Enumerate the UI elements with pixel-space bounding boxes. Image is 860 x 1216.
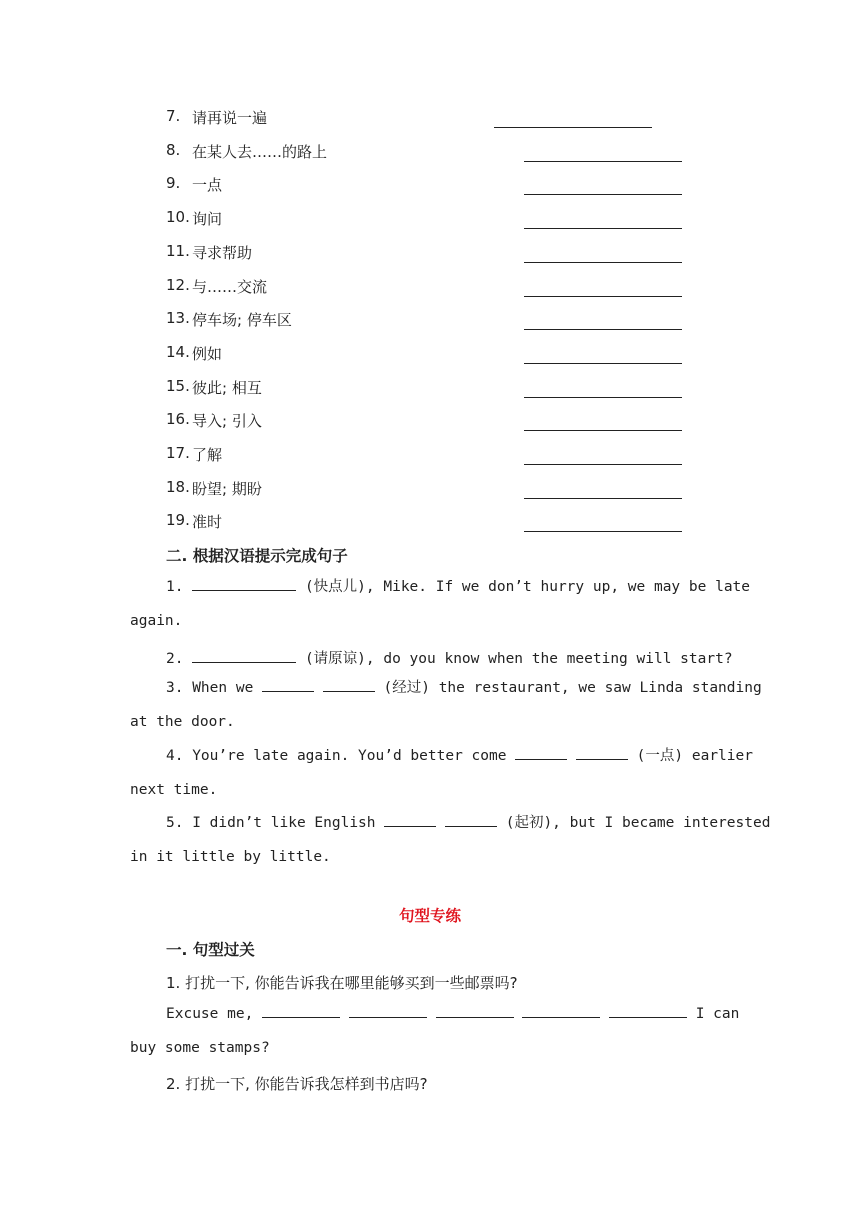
vocab-number: 9. [166, 174, 181, 192]
answer-blank[interactable] [494, 127, 652, 128]
sentence-3: 3. When we (经过) the restaurant, we saw Linda standing at the door. [130, 672, 730, 739]
vocab-number: 10. [166, 208, 190, 226]
sentence-4: 4. You’re late again. You’d better come (一点) earlier next time. [130, 740, 730, 807]
sentence-2: 2. (请原谅), do you know when the meeting will start? [166, 647, 733, 668]
vocab-text: 在某人去……的路上 [192, 143, 328, 161]
vocab-number: 12. [166, 276, 190, 294]
section-title: 句型专练 [398, 907, 461, 925]
answer-blank[interactable] [524, 397, 682, 398]
answer-blank[interactable] [524, 531, 682, 532]
answer-blank[interactable] [524, 363, 682, 364]
answer-blank[interactable] [522, 1003, 600, 1018]
vocab-text: 导入; 引入 [192, 412, 262, 430]
answer-blank[interactable] [524, 194, 682, 195]
answer-blank[interactable] [576, 745, 628, 760]
answer-blank[interactable] [262, 1003, 340, 1018]
answer-blank[interactable] [323, 677, 375, 692]
vocab-item [166, 107, 686, 131]
answer-blank[interactable] [192, 648, 296, 663]
answer-blank[interactable] [192, 576, 296, 591]
answer-blank[interactable] [515, 745, 567, 760]
answer-blank[interactable] [384, 812, 436, 827]
section-heading: 一. 句型过关 [166, 941, 255, 959]
vocab-item [166, 478, 686, 502]
section-heading: 二. 根据汉语提示完成句子 [166, 547, 348, 565]
vocab-number: 19. [166, 511, 190, 529]
vocab-item [166, 343, 686, 367]
vocab-text: 了解 [192, 446, 223, 464]
vocab-number: 18. [166, 478, 190, 496]
vocab-number: 16. [166, 410, 190, 428]
vocab-text: 寻求帮助 [192, 244, 253, 262]
question-2-chinese: 2. 打扰一下, 你能告诉我怎样到书店吗? [166, 1075, 428, 1093]
answer-blank[interactable] [524, 262, 682, 263]
vocab-text: 停车场; 停车区 [192, 311, 292, 329]
question-1-sentence: Excuse me, I can buy some stamps? [130, 998, 730, 1065]
vocab-number: 7. [166, 107, 181, 125]
vocab-number: 13. [166, 309, 190, 327]
answer-blank[interactable] [524, 161, 682, 162]
answer-blank[interactable] [524, 498, 682, 499]
vocab-text: 准时 [192, 513, 223, 531]
sentence-1: 1. (快点儿), Mike. If we don’t hurry up, we may be late again. [130, 571, 730, 638]
answer-blank[interactable] [524, 430, 682, 431]
vocab-text: 与……交流 [192, 278, 268, 296]
vocab-number: 8. [166, 141, 181, 159]
vocab-item [166, 141, 686, 165]
answer-blank[interactable] [524, 296, 682, 297]
vocab-number: 15. [166, 377, 190, 395]
answer-blank[interactable] [609, 1003, 687, 1018]
vocab-number: 17. [166, 444, 190, 462]
vocab-item [166, 174, 686, 198]
vocab-text: 彼此; 相互 [192, 379, 262, 397]
vocab-item [166, 242, 686, 266]
vocab-item [166, 276, 686, 300]
answer-blank[interactable] [524, 329, 682, 330]
answer-blank[interactable] [445, 812, 497, 827]
vocab-number: 11. [166, 242, 190, 260]
answer-blank[interactable] [436, 1003, 514, 1018]
vocab-item [166, 511, 686, 535]
answer-blank[interactable] [524, 228, 682, 229]
vocab-item [166, 410, 686, 434]
vocab-number: 14. [166, 343, 190, 361]
vocab-text: 请再说一遍 [192, 109, 268, 127]
answer-blank[interactable] [524, 464, 682, 465]
answer-blank[interactable] [349, 1003, 427, 1018]
answer-blank[interactable] [262, 677, 314, 692]
vocab-item [166, 444, 686, 468]
vocab-text: 询问 [192, 210, 223, 228]
vocab-text: 例如 [192, 345, 223, 363]
sentence-5: 5. I didn’t like English (起初), but I became interested in it little by little. [130, 807, 730, 874]
question-1-chinese: 1. 打扰一下, 你能告诉我在哪里能够买到一些邮票吗? [166, 974, 518, 992]
vocab-item [166, 377, 686, 401]
vocab-text: 盼望; 期盼 [192, 480, 262, 498]
vocab-item [166, 208, 686, 232]
vocab-text: 一点 [192, 176, 223, 194]
vocab-item [166, 309, 686, 333]
